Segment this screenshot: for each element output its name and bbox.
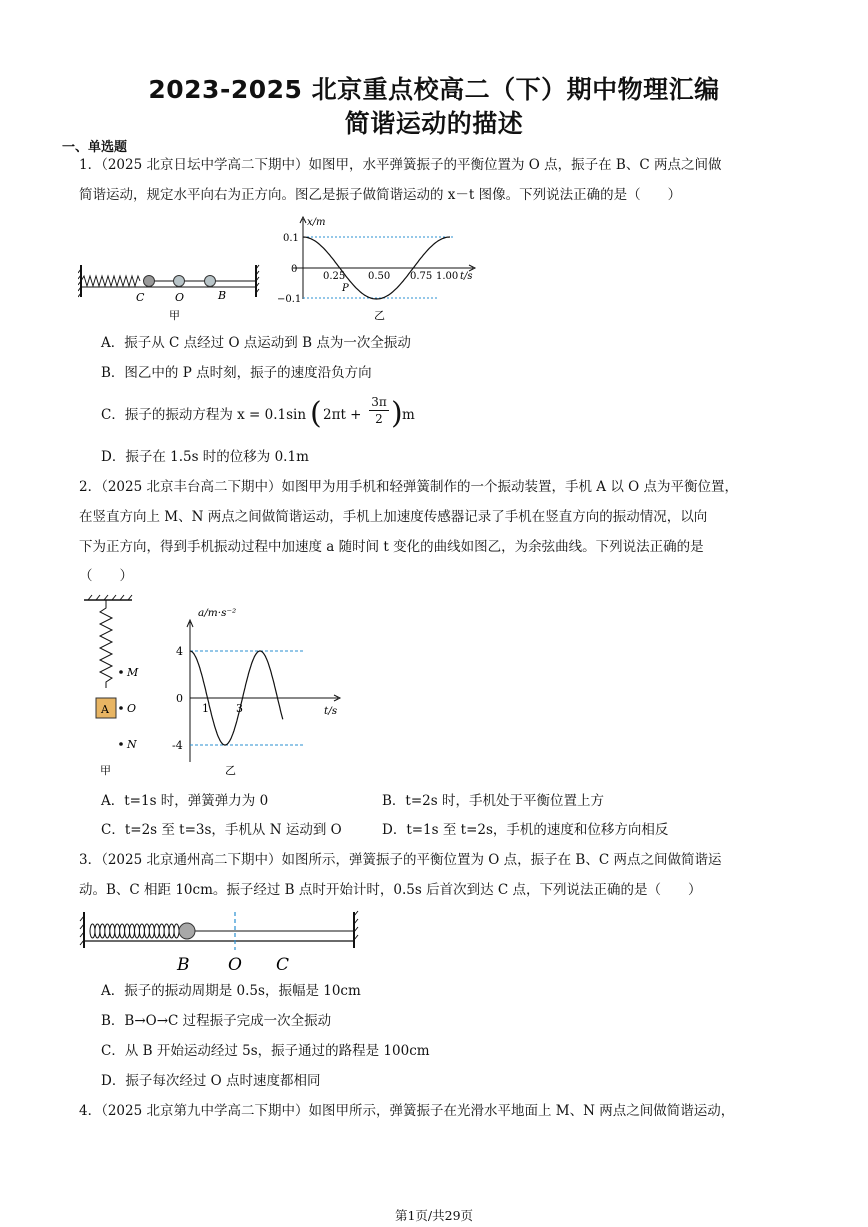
q2-label-yi: 乙 xyxy=(225,764,236,777)
q1-point-P: P xyxy=(342,283,349,294)
q2-option-a[interactable]: A．t=1s 时，弹簧弹力为 0 xyxy=(101,793,269,809)
q1-axis-y: x/m xyxy=(307,217,326,228)
q1-option-c-unit: m xyxy=(402,407,415,423)
q3-ball xyxy=(179,923,195,939)
q1-stem-line1: 1．（2025 北京日坛中学高二下期中）如图甲，水平弹簧振子的平衡位置为 O 点，振子在 B、C 两点之间做 xyxy=(79,157,722,173)
q3-option-d[interactable]: D．振子每次经过 O 点时速度都相同 xyxy=(101,1073,321,1089)
q4-stem-line1: 4．（2025 北京第九中学高二下期中）如图甲所示，弹簧振子在光滑水平地面上 M、N 两点之间做简谐运动， xyxy=(79,1103,735,1119)
q1-option-c-text: C．振子的振动方程为 x = 0.1sin xyxy=(101,407,307,423)
q3-label-C: C xyxy=(276,955,290,975)
q1-option-c-paren-left: ( xyxy=(310,396,322,431)
q3-figure xyxy=(78,908,368,976)
q3-option-a[interactable]: A．振子的振动周期是 0.5s，振幅是 10cm xyxy=(101,983,361,999)
q2-figure xyxy=(80,590,360,780)
q2-stem-line1: 2．（2025 北京丰台高二下期中）如图甲为用手机和轻弹簧制作的一个振动装置，手机 A 以 O 点为平衡位置， xyxy=(79,479,738,495)
q2-label-A: A xyxy=(101,703,109,716)
q3-stem-line2: 动。B、C 相距 10cm。振子经过 B 点时开始计时，0.5s 后首次到达 C 点，下列说法正确的是（ ） xyxy=(79,882,702,898)
q3-option-c[interactable]: C．从 B 开始运动经过 5s，振子通过的路程是 100cm xyxy=(101,1043,430,1059)
q1-option-c-fraction xyxy=(369,394,389,427)
q2-option-d[interactable]: D．t=1s 至 t=2s，手机的速度和位移方向相反 xyxy=(382,822,669,838)
q2-spring xyxy=(100,600,112,688)
q2-option-b[interactable]: B．t=2s 时，手机处于平衡位置上方 xyxy=(382,793,604,809)
q1-option-a[interactable]: A．振子从 C 点经过 O 点运动到 B 点为一次全振动 xyxy=(101,335,411,351)
q2-axis-y: a/m·s⁻² xyxy=(198,607,237,619)
q2-stem-line2: 在竖直方向上 M、N 两点之间做简谐运动，手机上加速度传感器记录了手机在竖直方向的振动情况，以向 xyxy=(79,509,708,525)
q1-label-B: B xyxy=(218,289,227,302)
q2-y-zero: 0 xyxy=(176,692,183,705)
q1-ball-O xyxy=(174,276,185,287)
q2-stem-line3: 下为正方向，得到手机振动过程中加速度 a 随时间 t 变化的曲线如图乙，为余弦曲线。下列说法正确的是 xyxy=(79,539,704,555)
q2-label-jia: 甲 xyxy=(100,764,111,777)
q3-option-b[interactable]: B．B→O→C 过程振子完成一次全振动 xyxy=(101,1013,332,1029)
q2-y-bottom: -4 xyxy=(172,739,183,752)
q1-label-yi: 乙 xyxy=(374,309,385,322)
q1-stem-line2: 简谐运动，规定水平向右为正方向。图乙是振子做简谐运动的 x－t 图像。下列说法正确的是（ ） xyxy=(79,187,682,203)
page-footer: 第1页/共29页 xyxy=(394,1208,474,1223)
q1-figure xyxy=(78,215,478,323)
q2-fig-jia xyxy=(84,595,139,777)
q1-spring xyxy=(81,276,140,286)
q3-label-B: B xyxy=(177,955,190,975)
q1-axis-x: t/s xyxy=(460,271,473,282)
q3-stem-line1: 3．（2025 北京通州高二下期中）如图所示，弹簧振子的平衡位置为 O 点，振子在 B、C 两点之间做简谐运 xyxy=(79,852,722,868)
q2-option-c[interactable]: C．t=2s 至 t=3s，手机从 N 运动到 O xyxy=(101,822,342,838)
q1-fig-jia xyxy=(78,265,259,322)
q1-option-c-paren-right: ) xyxy=(391,396,403,431)
section-heading: 一、单选题 xyxy=(62,140,128,155)
q1-x-tick: 0.75 xyxy=(410,271,433,282)
q2-fig-yi xyxy=(172,607,340,777)
q1-label-C: C xyxy=(136,291,145,304)
q1-option-d[interactable]: D．振子在 1.5s 时的位移为 0.1m xyxy=(101,449,309,465)
q1-ball-B xyxy=(205,276,216,287)
q2-label-O: O xyxy=(127,702,137,715)
document-title: 2023-2025 北京重点校高二（下）期中物理汇编 xyxy=(148,75,720,104)
q2-y-top: 4 xyxy=(176,645,183,658)
q1-option-c-frac-num: 3π xyxy=(369,394,389,411)
q2-point-M xyxy=(119,670,123,674)
q2-x-tick-1: 1 xyxy=(202,702,209,715)
q2-stem-line4: （ ） xyxy=(79,568,133,584)
q1-label-O: O xyxy=(175,291,185,304)
q1-fig-yi xyxy=(277,217,475,322)
q1-y-zero: 0 xyxy=(291,264,298,275)
q2-label-M: M xyxy=(127,666,139,679)
q2-label-N: N xyxy=(127,738,137,751)
q1-option-c-inner: 2πt + xyxy=(323,407,362,423)
q1-x-tick: 1.00 xyxy=(436,271,459,282)
q1-y-bottom: −0.1 xyxy=(277,294,302,305)
q2-point-N xyxy=(119,742,123,746)
q1-option-b[interactable]: B．图乙中的 P 点时刻，振子的速度沿负方向 xyxy=(101,365,372,381)
q1-option-c-frac-den: 2 xyxy=(375,412,383,426)
q1-x-tick: 0.50 xyxy=(368,271,391,282)
q3-spring xyxy=(90,924,179,938)
document-subtitle: 简谐运动的描述 xyxy=(344,109,524,138)
q3-label-O: O xyxy=(228,955,242,975)
q1-x-tick: 0.25 xyxy=(323,271,346,282)
q2-axis-x: t/s xyxy=(324,705,338,717)
q1-ball-C xyxy=(144,276,155,287)
q2-point-O xyxy=(119,706,123,710)
q1-y-top: 0.1 xyxy=(283,233,299,244)
q1-label-jia: 甲 xyxy=(169,309,180,322)
q2-x-tick-3: 3 xyxy=(236,702,243,715)
